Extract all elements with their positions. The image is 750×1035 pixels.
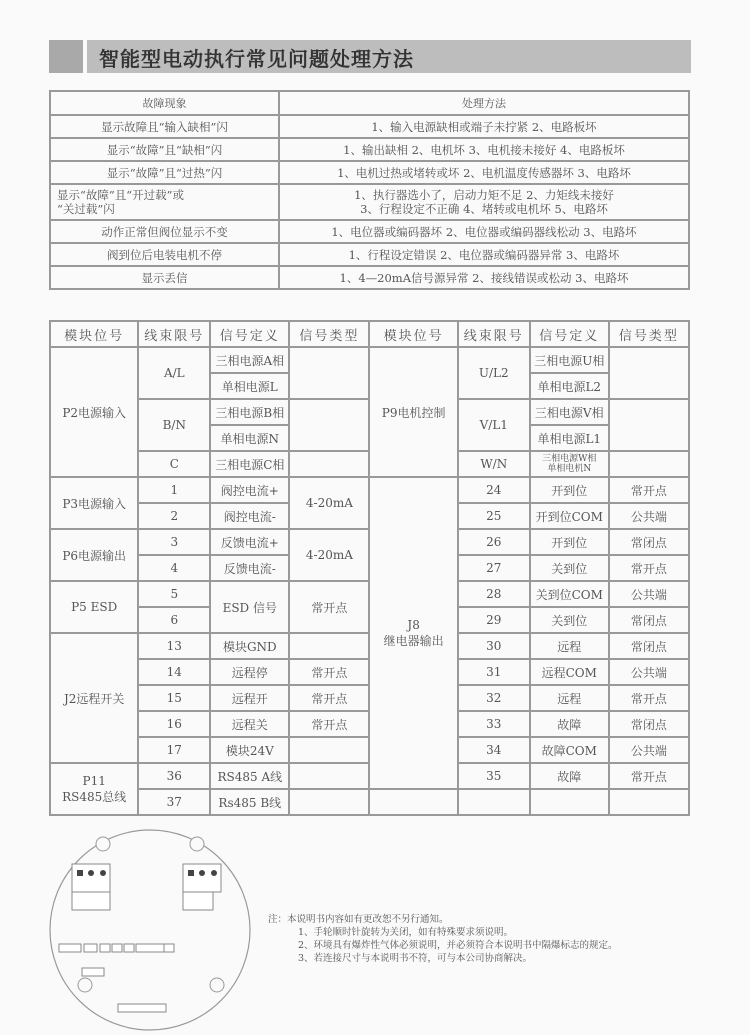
signal-def: 三相电源B相: [210, 399, 289, 425]
signal-type: 4-20mA: [289, 529, 369, 581]
line-number: 28: [458, 581, 530, 607]
signal-def: 单相电源L1: [530, 425, 609, 451]
signal-type: [609, 451, 689, 477]
note-item: 1、手轮顺时针旋转为关闭，如有特殊要求须说明。: [298, 927, 514, 938]
line-number: 37: [138, 789, 210, 815]
line-number: 27: [458, 555, 530, 581]
title-bar: [49, 40, 691, 73]
signal-def: 远程: [530, 685, 609, 711]
symptom: 显示“故障”且“缺相”闪: [50, 138, 279, 161]
header-signal-def: 信号定义: [530, 321, 609, 347]
signal-type: 常开点: [609, 477, 689, 503]
header-signal-type: 信号类型: [289, 321, 369, 347]
line-number: 24: [458, 477, 530, 503]
method: 1、行程设定错误 2、电位器或编码器异常 3、电路坏: [279, 243, 689, 266]
terminal-block-p2: [72, 864, 110, 910]
signal-type: [609, 399, 689, 451]
line-number: 6: [138, 607, 210, 633]
signal-def-line: 单相电机N: [547, 464, 592, 474]
connector-row: [59, 944, 174, 952]
header-line: 线束限号: [138, 321, 210, 347]
signal-def: 三相电源U相: [530, 347, 609, 373]
terminal-block-p9: [183, 864, 221, 910]
method: [279, 184, 689, 220]
signal-def: 开到位COM: [530, 503, 609, 529]
signal-type: 常开点: [609, 763, 689, 789]
module-p5: P5 ESD: [50, 581, 138, 633]
module-line: P11: [82, 773, 106, 788]
board-outline: [50, 830, 250, 1030]
empty-cell: [369, 789, 457, 815]
symptom: 显示故障且“输入缺相”闪: [50, 115, 279, 138]
signal-def: 远程停: [210, 659, 289, 685]
line-number: 33: [458, 711, 530, 737]
table-row: [50, 243, 689, 266]
line-number: 15: [138, 685, 210, 711]
module-j2: J2远程开关: [50, 633, 138, 763]
mount-hole: [190, 837, 204, 851]
signal-type: 常开点: [289, 659, 369, 685]
signal-type: 公共端: [609, 581, 689, 607]
line-number: 32: [458, 685, 530, 711]
line-number: 14: [138, 659, 210, 685]
line-number: 34: [458, 737, 530, 763]
line-number: 16: [138, 711, 210, 737]
signal-def: 阀控电流-: [210, 503, 289, 529]
method: 1、4—20mA信号源异常 2、接线错误或松动 3、电路坏: [279, 266, 689, 289]
line-number: 17: [138, 737, 210, 763]
signal-type: 常开点: [289, 581, 369, 633]
signal-type: [289, 347, 369, 399]
connector-j8: [118, 1004, 166, 1012]
mount-hole: [78, 978, 92, 992]
line-number: 25: [458, 503, 530, 529]
symptom: 阀到位后电装电机不停: [50, 243, 279, 266]
signal-def: [530, 451, 609, 477]
note-item: 2、环境具有爆炸性气体必须说明，并必须符合本说明书中隔爆标志的规定。: [298, 940, 618, 951]
signal-def: 三相电源A相: [210, 347, 289, 373]
line-c: C: [138, 451, 210, 477]
wiring-header-row: [50, 321, 689, 347]
signal-def: 关到位: [530, 607, 609, 633]
title-band: [87, 40, 691, 73]
method: 1、输出缺相 2、电机坏 3、电机接未接好 4、电路板坏: [279, 138, 689, 161]
signal-def: 反馈电流-: [210, 555, 289, 581]
method-line: 1、执行器选小了，启动力矩不足 2、力矩线未接好: [354, 188, 614, 202]
signal-def: 远程: [530, 633, 609, 659]
title-accent-block: [49, 40, 83, 73]
symptom: [50, 184, 279, 220]
signal-def: 故障: [530, 763, 609, 789]
signal-def: RS485 A线: [210, 763, 289, 789]
header-signal-def: 信号定义: [210, 321, 289, 347]
connector-p11: [82, 968, 104, 976]
signal-type: 常开点: [289, 685, 369, 711]
method: 1、电位器或编码器坏 2、电位器或编码器线松动 3、电路坏: [279, 220, 689, 243]
signal-def: 关到位COM: [530, 581, 609, 607]
line-number: 5: [138, 581, 210, 607]
line-number: 36: [138, 763, 210, 789]
signal-type: [289, 789, 369, 815]
troubleshooting-table: [49, 90, 690, 290]
symptom: 显示丢信: [50, 266, 279, 289]
table-row: [50, 184, 689, 220]
notes-lead: 注：本说明书内容如有更改恕不另行通知。: [268, 914, 449, 925]
wiring-table: [49, 320, 690, 816]
signal-type: 常开点: [289, 711, 369, 737]
table-row: [50, 477, 689, 503]
line-number: 3: [138, 529, 210, 555]
signal-def: 故障: [530, 711, 609, 737]
line-number: 13: [138, 633, 210, 659]
signal-def: 开到位: [530, 529, 609, 555]
notes: [268, 913, 618, 965]
method-line: 3、行程设定不正确 4、堵转或电机坏 5、电路坏: [360, 202, 608, 216]
mount-hole: [96, 837, 110, 851]
signal-type: [289, 633, 369, 659]
signal-def: 模块GND: [210, 633, 289, 659]
line-wn: W/N: [458, 451, 530, 477]
table-header-row: [50, 91, 689, 115]
signal-type: [289, 763, 369, 789]
header-symptom: 故障现象: [50, 91, 279, 115]
signal-def: 远程开: [210, 685, 289, 711]
symptom: 显示“故障”且“过热”闪: [50, 161, 279, 184]
line-number: 29: [458, 607, 530, 633]
method: 1、电机过热或堵转或坏 2、电机温度传感器坏 3、电路坏: [279, 161, 689, 184]
empty-cell: [609, 789, 689, 815]
signal-def-line: 三相电源W相: [542, 454, 597, 464]
method: 1、输入电源缺相或端子未拧紧 2、电路板坏: [279, 115, 689, 138]
signal-type: 常闭点: [609, 633, 689, 659]
module-p6: P6电源输出: [50, 529, 138, 581]
signal-type: 常开点: [609, 555, 689, 581]
signal-def: 三相电源C相: [210, 451, 289, 477]
signal-def: 反馈电流+: [210, 529, 289, 555]
signal-type: 公共端: [609, 659, 689, 685]
line-number: 2: [138, 503, 210, 529]
header-line: 线束限号: [458, 321, 530, 347]
header-module: 模块位号: [369, 321, 457, 347]
symptom-line: “关过载”闪: [57, 202, 115, 216]
signal-def: ESD 信号: [210, 581, 289, 633]
header-method: 处理方法: [279, 91, 689, 115]
signal-type: 公共端: [609, 737, 689, 763]
signal-def: 单相电源N: [210, 425, 289, 451]
signal-type: [289, 399, 369, 451]
module-j8: [369, 477, 457, 789]
line-bn: B/N: [138, 399, 210, 451]
module-line: RS485总线: [62, 789, 127, 804]
signal-def: 远程关: [210, 711, 289, 737]
signal-type: [289, 451, 369, 477]
line-ul2: U/L2: [458, 347, 530, 399]
module-p3: P3电源输入: [50, 477, 138, 529]
signal-type: 常闭点: [609, 711, 689, 737]
module-line: 继电器输出: [383, 633, 444, 648]
wiring-board-diagram: [45, 822, 255, 1032]
signal-type: 公共端: [609, 503, 689, 529]
signal-def: 远程COM: [530, 659, 609, 685]
table-row: [50, 220, 689, 243]
header-signal-type: 信号类型: [609, 321, 689, 347]
module-p2: P2电源输入: [50, 347, 138, 477]
signal-def: 开到位: [530, 477, 609, 503]
signal-def: 故障COM: [530, 737, 609, 763]
signal-type: [289, 737, 369, 763]
line-number: 4: [138, 555, 210, 581]
line-al: A/L: [138, 347, 210, 399]
table-row: [50, 266, 689, 289]
signal-def: 模块24V: [210, 737, 289, 763]
signal-type: 常开点: [609, 685, 689, 711]
line-number: 31: [458, 659, 530, 685]
mount-hole: [210, 978, 224, 992]
table-row: [50, 161, 689, 184]
line-number: 1: [138, 477, 210, 503]
signal-def: 关到位: [530, 555, 609, 581]
line-number: 26: [458, 529, 530, 555]
line-vl1: V/L1: [458, 399, 530, 451]
empty-cell: [530, 789, 609, 815]
signal-def: Rs485 B线: [210, 789, 289, 815]
module-p9: P9电机控制: [369, 347, 457, 477]
table-row: [50, 115, 689, 138]
module-p11: [50, 763, 138, 815]
signal-type: 常闭点: [609, 607, 689, 633]
table-row: [50, 138, 689, 161]
signal-def: 单相电源L2: [530, 373, 609, 399]
symptom-line: 显示“故障”且“开过载”或: [57, 188, 185, 202]
line-number: 35: [458, 763, 530, 789]
signal-def: 单相电源L: [210, 373, 289, 399]
table-row: [50, 347, 689, 373]
note-item: 3、若连接尺寸与本说明书不符，可与本公司协商解决。: [298, 953, 533, 964]
symptom: 动作正常但阀位显示不变: [50, 220, 279, 243]
page-title: 智能型电动执行常见问题处理方法: [99, 47, 414, 71]
header-module: 模块位号: [50, 321, 138, 347]
line-number: 30: [458, 633, 530, 659]
module-line: J8: [407, 617, 420, 632]
signal-type: [609, 347, 689, 399]
signal-def: 三相电源V相: [530, 399, 609, 425]
signal-def: 阀控电流+: [210, 477, 289, 503]
signal-type: 常闭点: [609, 529, 689, 555]
signal-type: 4-20mA: [289, 477, 369, 529]
empty-cell: [458, 789, 530, 815]
table-row: [50, 789, 689, 815]
